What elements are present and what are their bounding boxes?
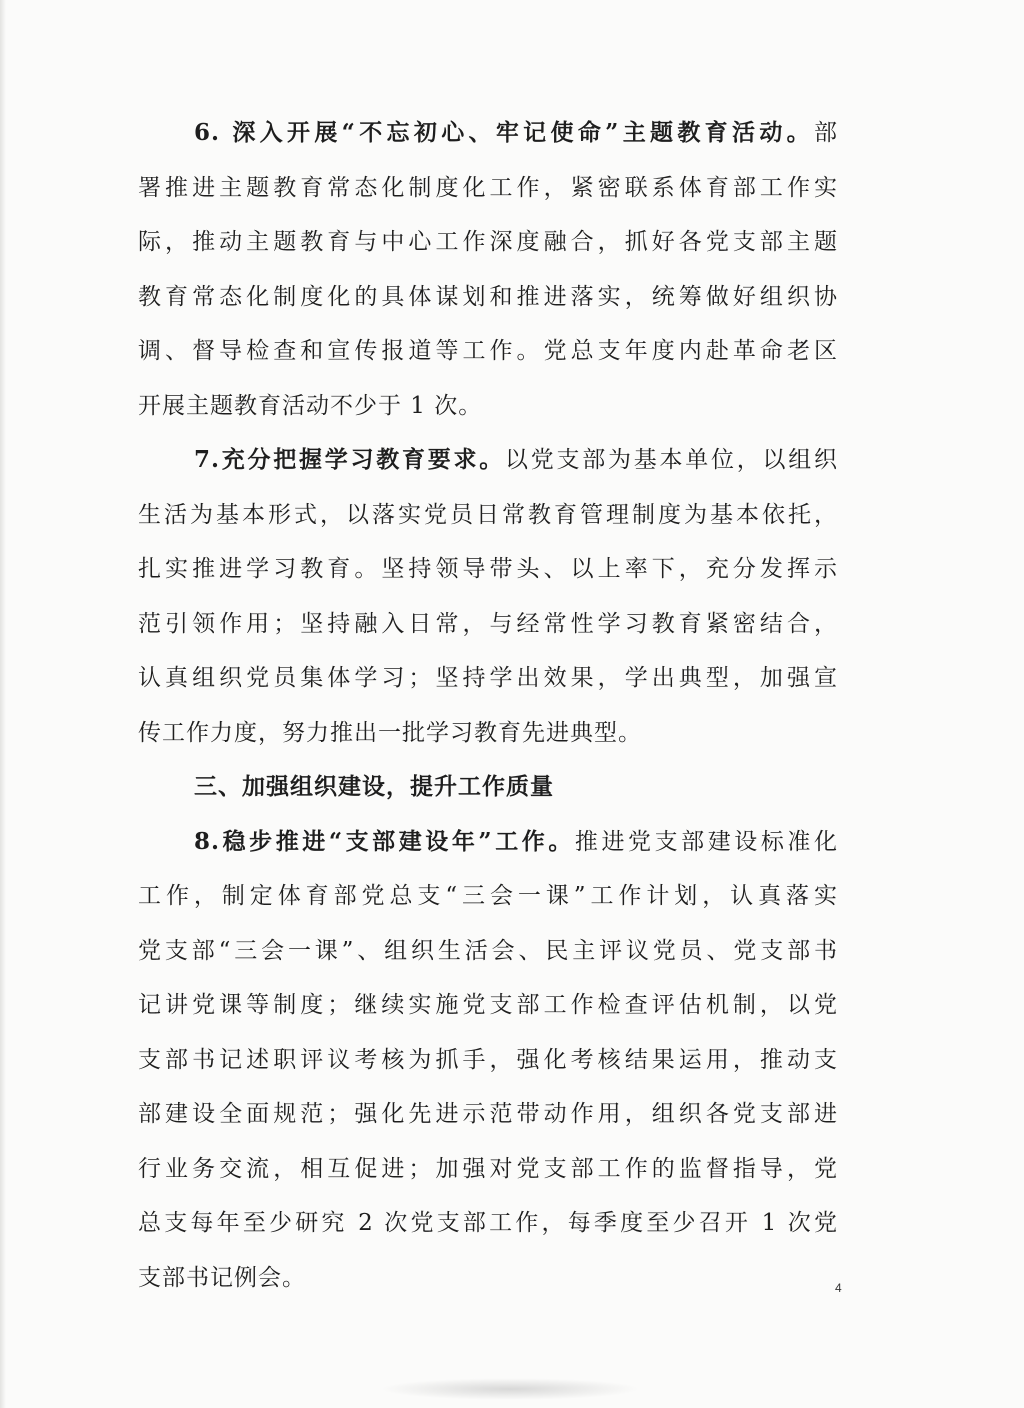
- paragraph-line: 际，推动主题教育与中心工作深度融合，抓好各党支部主题: [138, 229, 838, 255]
- paragraph-line: 扎实推进学习教育。坚持领导带头、以上率下，充分发挥示: [138, 556, 838, 582]
- page-number: 4: [835, 1281, 842, 1295]
- section-6-first-line: [138, 106, 838, 161]
- section-8-heading: 8.稳步推进“支部建设年”工作。: [194, 827, 575, 855]
- section-3-heading: 三、加强组织建设，提升工作质量: [194, 773, 554, 800]
- paragraph-line: 署推进主题教育常态化制度化工作，紧密联系体育部工作实: [138, 174, 838, 201]
- section-6-heading: 6. 深入开展“不忘初心、牢记使命”主题教育活动。: [194, 119, 814, 146]
- paragraph-line: 工作，制定体育部党总支“三会一课”工作计划，认真落实: [138, 883, 838, 909]
- paragraph-line: 以党支部为基本单位，以组织: [505, 447, 839, 473]
- paragraph-line: 部建设全面规范；强化先进示范带动作用，组织各党支部进: [138, 1101, 838, 1127]
- paragraph-line: 部: [814, 120, 838, 146]
- paragraph-line: 记讲党课等制度；继续实施党支部工作检查评估机制，以党: [138, 992, 838, 1018]
- scan-edge-shadow: [0, 0, 6, 1408]
- paragraph-line: 党支部“三会一课”、组织生活会、民主评议党员、党支部书: [138, 937, 838, 964]
- paragraph-line: 支部书记例会。: [138, 1264, 306, 1291]
- paragraph-line: 行业务交流，相互促进；加强对党支部工作的监督指导，党: [138, 1155, 838, 1182]
- body-text: [138, 106, 838, 1305]
- paragraph-line: 生活为基本形式，以落实党员日常教育管理制度为基本依托，: [138, 501, 838, 528]
- paragraph-line: 教育常态化制度化的具体谋划和推进落实，统筹做好组织协: [138, 283, 838, 310]
- paragraph-line: 认真组织党员集体学习；坚持学出效果，学出典型，加强宣: [138, 665, 838, 691]
- paragraph-line: 调、督导检查和宣传报道等工作。党总支年度内赴革命老区: [138, 338, 838, 364]
- paragraph-line: 开展主题教育活动不少于 1 次。: [138, 392, 483, 419]
- paragraph-line: 支部书记述职评议考核为抓手，强化考核结果运用，推动支: [138, 1046, 838, 1073]
- section-8-first-line: [138, 815, 838, 870]
- paragraph-line: 传工作力度，努力推出一批学习教育先进典型。: [138, 719, 642, 746]
- scan-smudge: [380, 1378, 640, 1400]
- section-7-heading: 7.充分把握学习教育要求。: [194, 446, 506, 473]
- paragraph-line: 总支每年至少研究 2 次党支部工作，每季度至少召开 1 次党: [138, 1210, 838, 1236]
- paragraph-line: 范引领作用；坚持融入日常，与经常性学习教育紧密结合，: [138, 610, 838, 637]
- paragraph-line: 推进党支部建设标准化: [574, 828, 838, 855]
- section-7-first-line: [138, 433, 838, 488]
